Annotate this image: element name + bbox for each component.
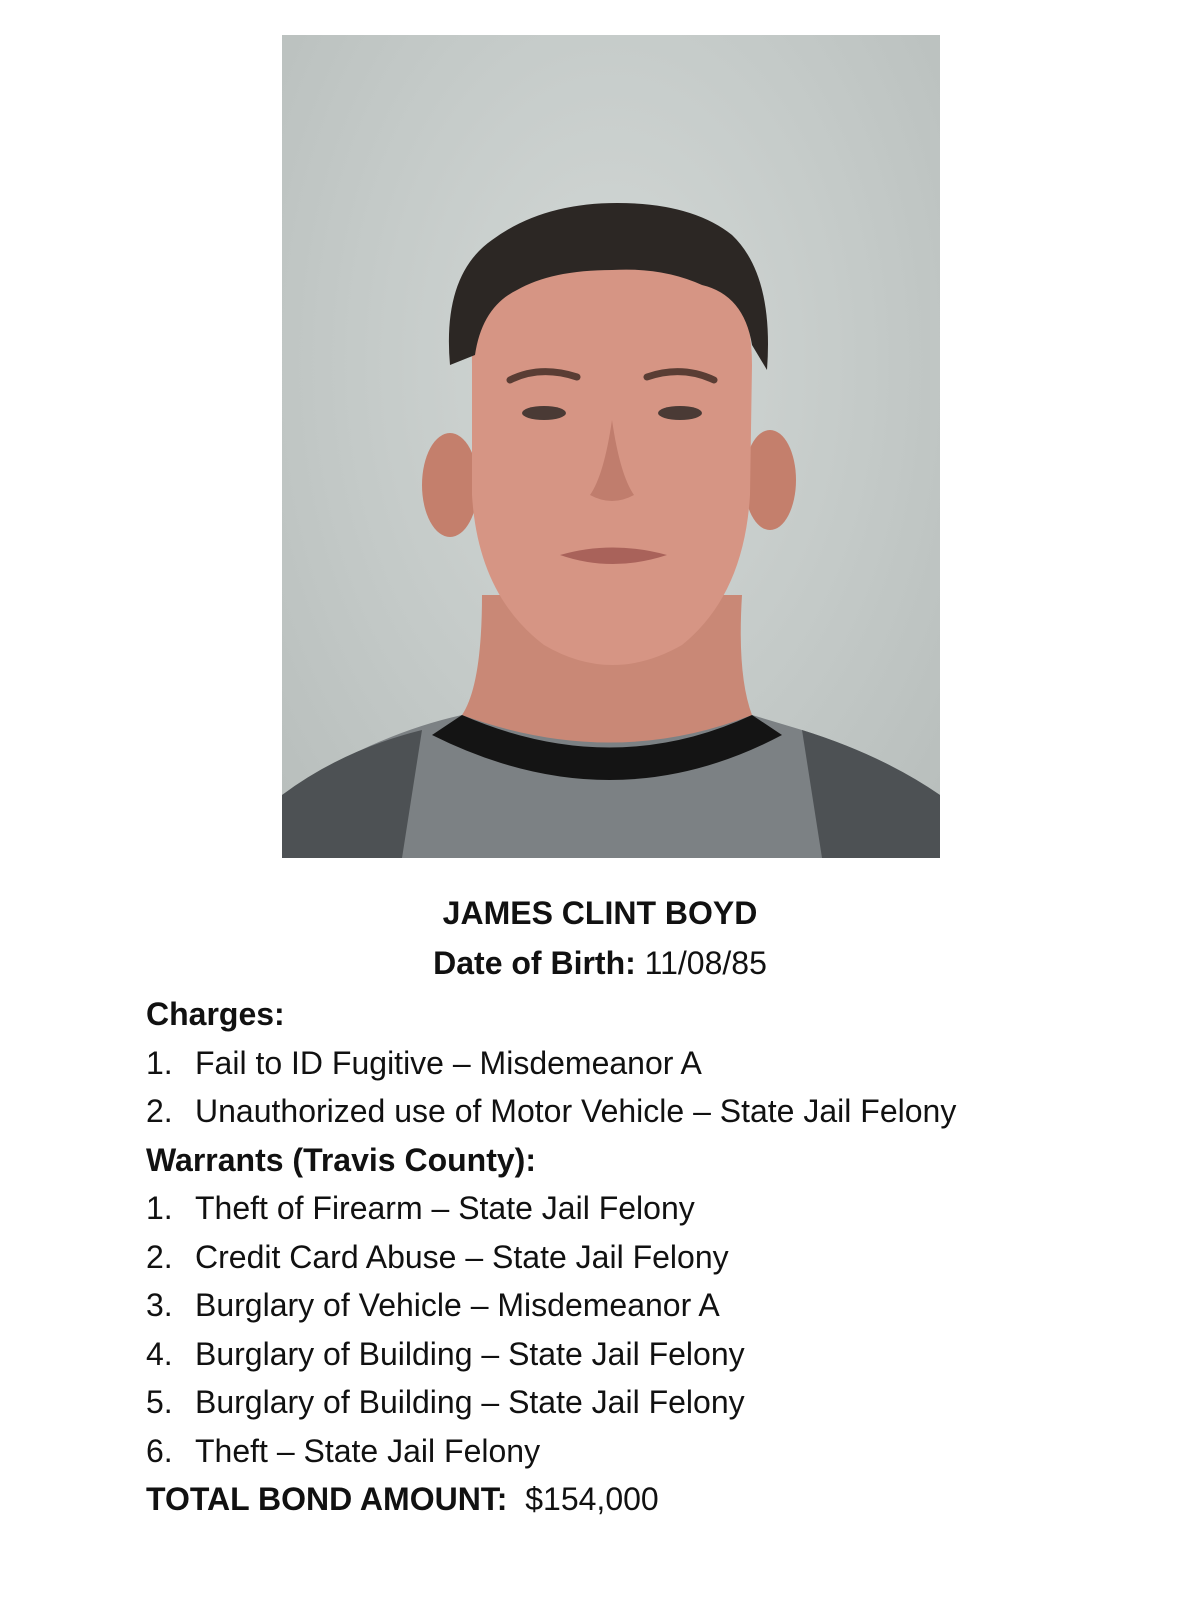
total-bond [146,1475,1146,1524]
warrant-number: 4. [146,1335,173,1372]
warrant-item [146,1184,1146,1233]
charge-item [146,1087,1146,1136]
dob-label: Date of Birth: [433,945,636,981]
warrant-text: Theft – State Jail Felony [195,1432,541,1469]
charge-number: 1. [146,1044,173,1081]
warrant-text: Credit Card Abuse – State Jail Felony [195,1238,729,1275]
warrant-item [146,1233,1146,1282]
warrant-number: 1. [146,1190,173,1226]
charge-item [146,1039,1146,1088]
warrant-item [146,1378,1146,1427]
warrant-number: 5. [146,1384,173,1420]
dob-value: 11/08/85 [644,945,767,981]
shirt-sleeve-left [282,730,422,858]
warrant-number: 2. [146,1238,173,1275]
right-ear [744,430,796,530]
warrant-number: 3. [146,1287,173,1323]
person-name: JAMES CLINT BOYD [442,895,758,931]
left-ear [422,433,478,537]
warrant-text: Burglary of Vehicle – Misdemeanor A [195,1287,720,1323]
warrant-item [146,1281,1146,1330]
warrant-text: Theft of Firearm – State Jail Felony [195,1190,695,1226]
date-of-birth [0,943,1200,983]
shirt-sleeve-right [802,730,940,858]
left-eye [522,406,566,420]
right-eye [658,406,702,420]
total-bond-label: TOTAL BOND AMOUNT: [146,1481,508,1517]
charge-text: Fail to ID Fugitive – Misdemeanor A [195,1044,702,1081]
warrant-item [146,1427,1146,1476]
warrant-item [146,1330,1146,1379]
warrant-text: Burglary of Building – State Jail Felony [195,1335,745,1372]
warrants-heading: Warrants (Travis County): [146,1141,536,1178]
charges-heading: Charges: [146,996,285,1032]
charge-number: 2. [146,1093,173,1129]
record-details [146,990,1146,1524]
warrant-number: 6. [146,1432,173,1469]
total-bond-value: $154,000 [525,1481,659,1517]
warrant-text: Burglary of Building – State Jail Felony [195,1384,745,1420]
charge-text: Unauthorized use of Motor Vehicle – State Jail Felony [195,1093,957,1129]
mugshot-photo [282,35,940,858]
